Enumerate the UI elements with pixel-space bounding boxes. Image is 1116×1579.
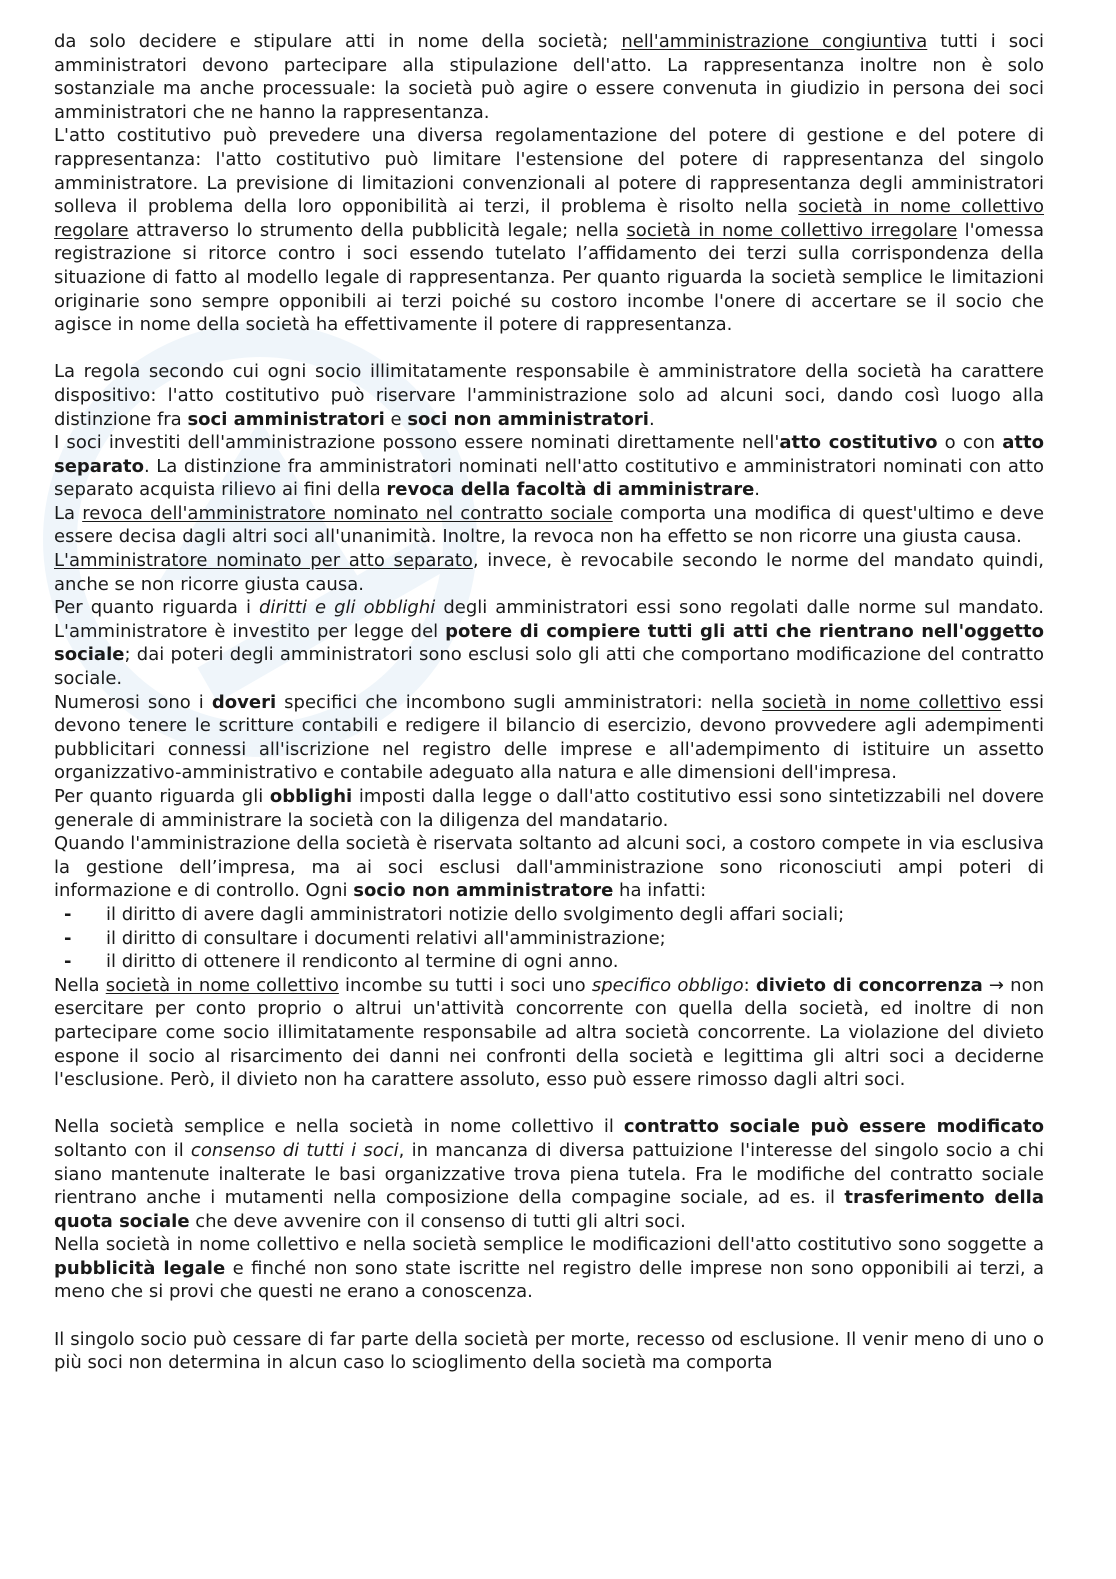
paragraph: Per quanto riguarda gli obblighi imposti dalla legge o dall'atto costitutivo essi sono sintetizzabili nel dovere generale di amministrare la società con la diligenza del mandatario. [54, 786, 1044, 831]
bold-term: soci amministratori [187, 408, 385, 430]
bold-term: doveri [211, 691, 277, 713]
underlined-term: società in nome collettivo [762, 691, 1002, 713]
paragraph: Nella società semplice e nella società in nome collettivo il contratto sociale può essere modificato soltanto con il consenso di tutti i soci, in mancanza di diversa pattuizione l'interesse del singolo socio a chi siano mantenute inalterate le basi organizzative trova piena tutela. Fra le modifiche del contratto sociale rientrano anche i mutamenti nella composizione della compagine sociale, ad es. il trasferimento della quota sociale che deve avvenire con il consenso di tutti gli altri soci. [54, 1116, 1044, 1232]
list-item: - il diritto di ottenere il rendiconto al termine di ogni anno. [54, 950, 1044, 974]
underlined-term: revoca dell'amministratore nominato nel contratto sociale [82, 502, 613, 524]
paragraph: Quando l'amministrazione della società è riservata soltanto ad alcuni soci, a costoro compete in via esclusiva la gestione dell’impresa, ma ai soci esclusi dall'amministrazione sono riconosciuti ampi poteri di informazione e di controllo. Ogni socio non amministratore ha infatti: [54, 833, 1044, 902]
list-item: - il diritto di avere dagli amministratori notizie dello svolgimento degli affari sociali; [54, 903, 1044, 927]
paragraph: Nella società in nome collettivo e nella società semplice le modificazioni dell'atto costitutivo sono soggette a pubblicità legale e finché non sono state iscritte nel registro delle imprese non sono opponibili ai terzi, a meno che si provi che questi ne erano a conoscenza. [54, 1234, 1045, 1303]
paragraph: L'atto costitutivo può prevedere una diversa regolamentazione del potere di gestione e del potere di rappresentanza: l'atto costitutivo può limitare l'estensione del potere di rappresentanza del singolo amministratore. La previsione di limitazioni convenzionali al potere di rappresentanza degli amministratori solleva il problema della loro opponibilità ai terzi, il problema è risolto nella società in nome collettivo regolare attraverso lo strumento della pubblicità legale; nella società in nome collettivo irregolare l'omessa registrazione si ritorce contro i soci essendo tutelato l’affidamento dei terzi sulla corrispondenza della situazione di fatto al modello legale di rappresentanza. Per quanto riguarda la società semplice le limitazioni originarie sono sempre opponibili ai terzi poiché su costoro incombe l'onere di accertare se il socio che agisce in nome della società ha effettivamente il potere di rappresentanza. [54, 125, 1044, 336]
bold-term: revoca della facoltà di amministrare [386, 479, 755, 501]
bold-term: obblighi [269, 786, 353, 807]
italic-term: specifico obbligo [591, 974, 744, 996]
rights-list [54, 903, 1044, 974]
bold-term: contratto sociale può essere modificato [623, 1116, 1044, 1138]
paragraph: Il singolo socio può cessare di far parte della società per morte, recesso od esclusione. Il venir meno di uno o più soci non determina in alcun caso lo scioglimento della società ma comporta [54, 1328, 1044, 1374]
bold-term: pubblicità legale [54, 1257, 226, 1279]
bold-term: atto costitutivo [779, 432, 938, 454]
document-page [54, 30, 1044, 1375]
underlined-term: L'amministratore nominato per atto separato [54, 550, 473, 572]
paragraph: Nella società in nome collettivo incombe su tutti i soci uno specifico obbligo: divieto di concorrenza → non esercitare per conto proprio o altrui un'attività concorrente con quella della società, ed inoltre di non partecipare come socio illimitatamente responsabile ad altra società concorrente. La violazione del divieto espone il socio al risarcimento dei danni nei confronti della società e legittima gli altri soci a deciderne l'esclusione. Però, il divieto non ha carattere assoluto, esso può essere rimosso dagli altri soci. [54, 974, 1044, 1091]
bold-term: trasferimento della quota sociale [54, 1187, 1044, 1232]
bold-term: socio non amministratore [353, 880, 614, 902]
underlined-term: società in nome collettivo [105, 974, 339, 996]
underlined-term: nell'amministrazione congiuntiva [621, 31, 928, 52]
paragraph: Per quanto riguarda i diritti e gli obblighi degli amministratori essi sono regolati dalle norme sul mandato. L'amministratore è investito per legge del potere di compiere tutti gli atti che rientrano nell'oggetto sociale; dai poteri degli amministratori sono esclusi solo gli atti che comportano modificazione del contratto sociale. [54, 597, 1045, 690]
bold-term: atto separato [54, 432, 1044, 477]
paragraph: L'amministratore nominato per atto separato, invece, è revocabile secondo le norme del mandato quindi, anche se non ricorre giusta causa. [54, 550, 1044, 595]
underlined-term: società in nome collettivo irregolare [626, 219, 958, 241]
bold-term: soci non amministratori [407, 408, 649, 430]
paragraph: La revoca dell'amministratore nominato nel contratto sociale comporta una modifica di quest'ultimo e deve essere decisa dagli altri soci all'unanimità. Inoltre, la revoca non ha effetto se non ricorre una giusta causa. [54, 502, 1045, 548]
bold-term: divieto di concorrenza [755, 974, 983, 996]
underlined-term: società in nome collettivo regolare [54, 196, 1044, 241]
paragraph: da solo decidere e stipulare atti in nome della società; nell'amministrazione congiuntiva tutti i soci amministratori devono partecipare alla stipulazione dell'atto. La rappresentanza inoltre non è solo sostanziale ma anche processuale: la società può agire o essere convenuta in giudizio in persona dei soci amministratori che ne hanno la rappresentanza. [54, 31, 1044, 123]
paragraph: Numerosi sono i doveri specifici che incombono sugli amministratori: nella società in nome collettivo essi devono tenere le scritture contabili e redigere il bilancio di esercizio, devono provvedere agli adempimenti pubblicitari connessi all'iscrizione nel registro delle imprese e all'adempimento di istituire un assetto organizzativo-amministrativo e contabile adeguato alla natura e alle dimensioni dell'impresa. [54, 691, 1044, 784]
paragraph: La regola secondo cui ogni socio illimitatamente responsabile è amministratore della società ha carattere dispositivo: l'atto costitutivo può riservare l'amministrazione solo ad alcuni soci, dando così luogo alla distinzione fra soci amministratori e soci non amministratori. [54, 361, 1044, 430]
italic-term: consenso di tutti i soci [190, 1139, 399, 1161]
paragraph: I soci investiti dell'amministrazione possono essere nominati direttamente nell'atto costitutivo o con atto separato. La distinzione fra amministratori nominati nell'atto costitutivo e amministratori nominati con atto separato acquista rilievo ai fini della revoca della facoltà di amministrare. [54, 432, 1044, 501]
list-item: - il diritto di consultare i documenti relativi all'amministrazione; [54, 927, 1044, 951]
arrow-icon: → [982, 974, 1011, 996]
italic-term: diritti e gli obblighi [259, 597, 436, 619]
bold-term: potere di compiere tutti gli atti che rientrano nell'oggetto sociale [54, 620, 1044, 666]
